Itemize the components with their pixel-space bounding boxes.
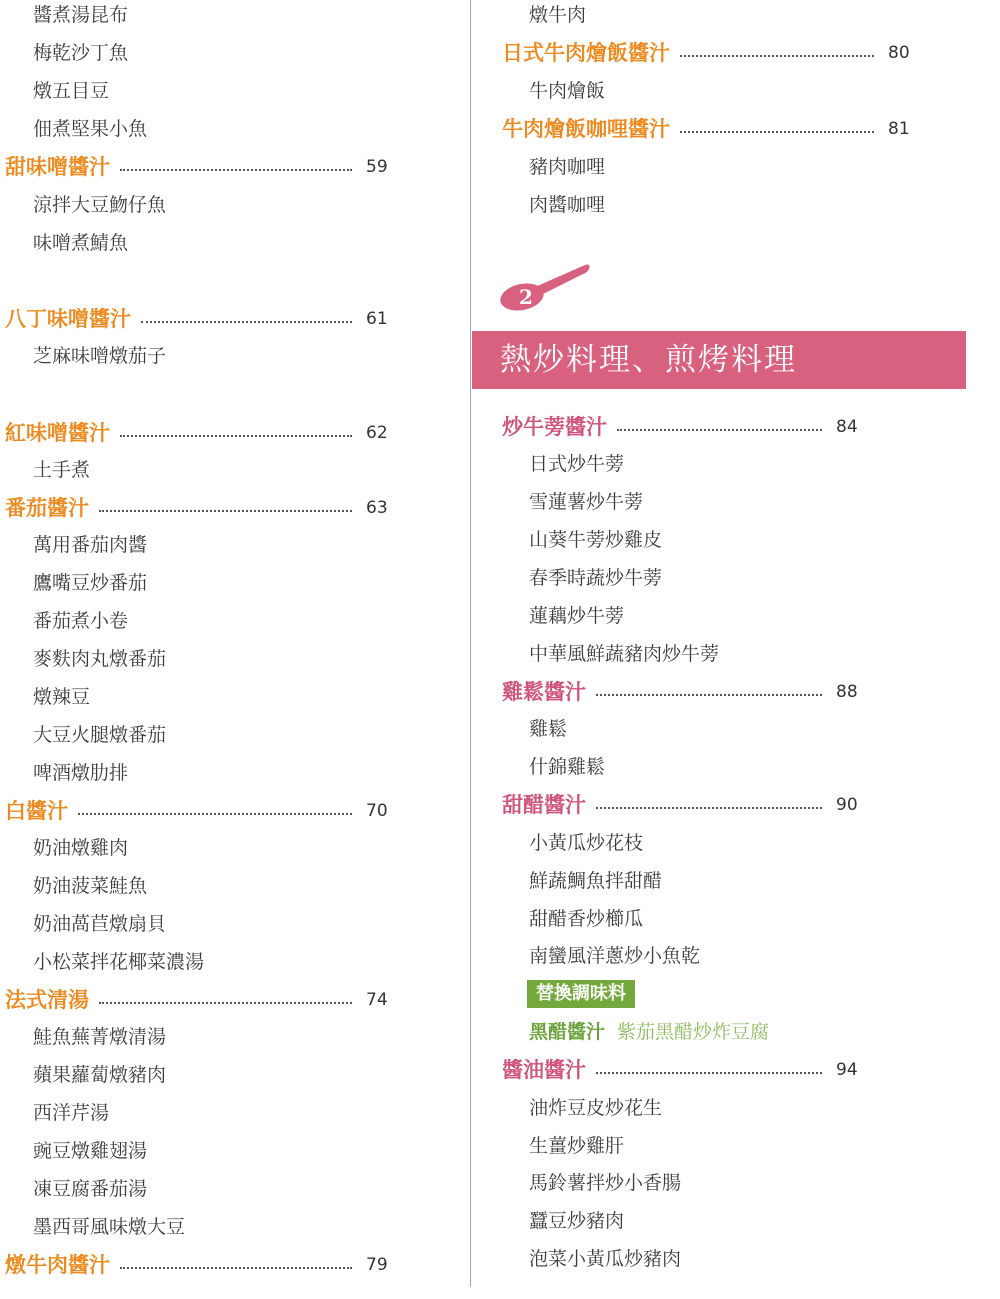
- recipe-item: 土手煮: [33, 459, 91, 481]
- recipe-item: 甜醋香炒櫛瓜: [529, 908, 644, 930]
- recipe-item: 中華風鮮蔬豬肉炒牛蒡: [529, 643, 720, 665]
- section-heading: [5, 1246, 400, 1284]
- chapter-banner: [472, 331, 966, 389]
- recipe-item: 涼拌大豆魩仔魚: [33, 194, 167, 216]
- section-title: 醬油醬汁: [502, 1058, 586, 1082]
- recipe-item: 豌豆燉雞翅湯: [33, 1140, 148, 1162]
- leader-dots: [596, 805, 822, 809]
- recipe-item: 春季時蔬炒牛蒡: [529, 567, 663, 589]
- column-divider: [470, 0, 471, 1287]
- page-number: 84: [836, 417, 858, 437]
- leader-dots: [99, 1000, 352, 1004]
- leader-dots: [680, 53, 874, 57]
- recipe-item: 蠶豆炒豬肉: [529, 1210, 625, 1232]
- section-title: 番茄醬汁: [5, 496, 89, 520]
- recipe-item: 牛肉燴飯: [529, 80, 606, 102]
- section-heading: [5, 981, 400, 1019]
- leader-dots: [78, 811, 352, 815]
- section-title: 牛肉燴飯咖哩醬汁: [502, 117, 670, 141]
- recipe-item: 雞鬆: [529, 718, 568, 740]
- page-number: 61: [366, 309, 388, 329]
- substitute-dish: 紫茄黑醋炒炸豆腐: [617, 1021, 770, 1043]
- recipe-item: 番茄煮小卷: [33, 610, 129, 632]
- page-number: 88: [836, 682, 858, 702]
- recipe-item: 生薑炒雞肝: [529, 1135, 625, 1157]
- section-title: 炒牛蒡醬汁: [502, 415, 607, 439]
- recipe-item: 豬肉咖哩: [529, 156, 606, 178]
- recipe-item: 味噌煮鯖魚: [33, 232, 129, 254]
- section-heading: [502, 408, 870, 446]
- recipe-item: 梅乾沙丁魚: [33, 42, 129, 64]
- section-heading: [5, 414, 400, 452]
- recipe-item: 佃煮堅果小魚: [33, 118, 148, 140]
- page-number: 80: [888, 43, 910, 63]
- recipe-item: 蘋果蘿蔔燉豬肉: [33, 1064, 167, 1086]
- recipe-item: 麥麩肉丸燉番茄: [33, 648, 167, 670]
- recipe-item: 大豆火腿燉番茄: [33, 724, 167, 746]
- recipe-item: 墨西哥風味燉大豆: [33, 1216, 186, 1238]
- recipe-item: 小黃瓜炒花枝: [529, 832, 644, 854]
- page-number: 81: [888, 119, 910, 139]
- recipe-item: 奶油菠菜鮭魚: [33, 875, 148, 897]
- page-number: 79: [366, 1255, 388, 1275]
- recipe-item: 什錦雞鬆: [529, 756, 606, 778]
- recipe-item: 燉牛肉: [529, 4, 587, 26]
- recipe-item: 山葵牛蒡炒雞皮: [529, 529, 663, 551]
- section-heading: [5, 792, 400, 830]
- section-title: 白醬汁: [5, 799, 68, 823]
- page-number: 90: [836, 795, 858, 815]
- section-title: 甜味噌醬汁: [5, 155, 110, 179]
- section-title: 雞鬆醬汁: [502, 680, 586, 704]
- recipe-item: 日式炒牛蒡: [529, 453, 625, 475]
- substitute-tag: 替換調味料: [527, 980, 635, 1008]
- section-heading: [5, 489, 400, 527]
- page-number: 94: [836, 1060, 858, 1080]
- recipe-item: 蓮藕炒牛蒡: [529, 605, 625, 627]
- section-title: 日式牛肉燴飯醬汁: [502, 41, 670, 65]
- recipe-item: 燉五目豆: [33, 80, 110, 102]
- page-number: 74: [366, 990, 388, 1010]
- section-heading: [502, 34, 922, 72]
- substitute-line: [529, 1013, 769, 1051]
- recipe-item: 泡菜小黃瓜炒豬肉: [529, 1248, 682, 1270]
- recipe-item: 小松菜拌花椰菜濃湯: [33, 951, 205, 973]
- leader-dots: [120, 167, 352, 171]
- recipe-item: 馬鈴薯拌炒小香腸: [529, 1172, 682, 1194]
- section-title: 甜醋醬汁: [502, 793, 586, 817]
- recipe-item: 雪蓮薯炒牛蒡: [529, 491, 644, 513]
- section-title: 八丁味噌醬汁: [5, 307, 131, 331]
- chapter-number: 2: [519, 285, 533, 309]
- recipe-item: 南蠻風洋蔥炒小魚乾: [529, 945, 701, 967]
- page-number: 70: [366, 801, 388, 821]
- page-number: 62: [366, 423, 388, 443]
- leader-dots: [120, 1265, 352, 1269]
- section-heading: [502, 673, 870, 711]
- leader-dots: [120, 433, 352, 437]
- section-title: 法式清湯: [5, 988, 89, 1012]
- section-heading: [5, 148, 400, 186]
- recipe-item: 鮭魚蕪菁燉清湯: [33, 1026, 167, 1048]
- spoon-icon: [497, 257, 592, 312]
- recipe-item: 肉醬咖哩: [529, 194, 606, 216]
- chapter-title: 熱炒料理、煎烤料理: [500, 342, 797, 378]
- recipe-item: 燉辣豆: [33, 686, 91, 708]
- leader-dots: [596, 1070, 822, 1074]
- recipe-item: 鷹嘴豆炒番茄: [33, 572, 148, 594]
- section-heading: [5, 300, 400, 338]
- page-number: 59: [366, 157, 388, 177]
- recipe-item: 啤酒燉肋排: [33, 762, 129, 784]
- recipe-item: 油炸豆皮炒花生: [529, 1097, 663, 1119]
- section-heading: [502, 1051, 870, 1089]
- recipe-item: 西洋芹湯: [33, 1102, 110, 1124]
- recipe-item: 醬煮湯昆布: [33, 4, 129, 26]
- section-heading: [502, 786, 870, 824]
- leader-dots: [141, 319, 352, 323]
- recipe-item: 奶油燉雞肉: [33, 837, 129, 859]
- leader-dots: [99, 508, 352, 512]
- section-heading: [502, 110, 922, 148]
- section-title: 紅味噌醬汁: [5, 421, 110, 445]
- leader-dots: [680, 129, 874, 133]
- substitute-sauce: 黑醋醬汁: [529, 1021, 606, 1043]
- leader-dots: [617, 427, 822, 431]
- recipe-item: 芝麻味噌燉茄子: [33, 345, 167, 367]
- recipe-item: 凍豆腐番茄湯: [33, 1178, 148, 1200]
- recipe-item: 鮮蔬鯛魚拌甜醋: [529, 870, 663, 892]
- page-number: 63: [366, 498, 388, 518]
- leader-dots: [596, 692, 822, 696]
- section-title: 燉牛肉醬汁: [5, 1253, 110, 1277]
- recipe-item: 奶油萵苣燉扇貝: [33, 913, 167, 935]
- recipe-item: 萬用番茄肉醬: [33, 534, 148, 556]
